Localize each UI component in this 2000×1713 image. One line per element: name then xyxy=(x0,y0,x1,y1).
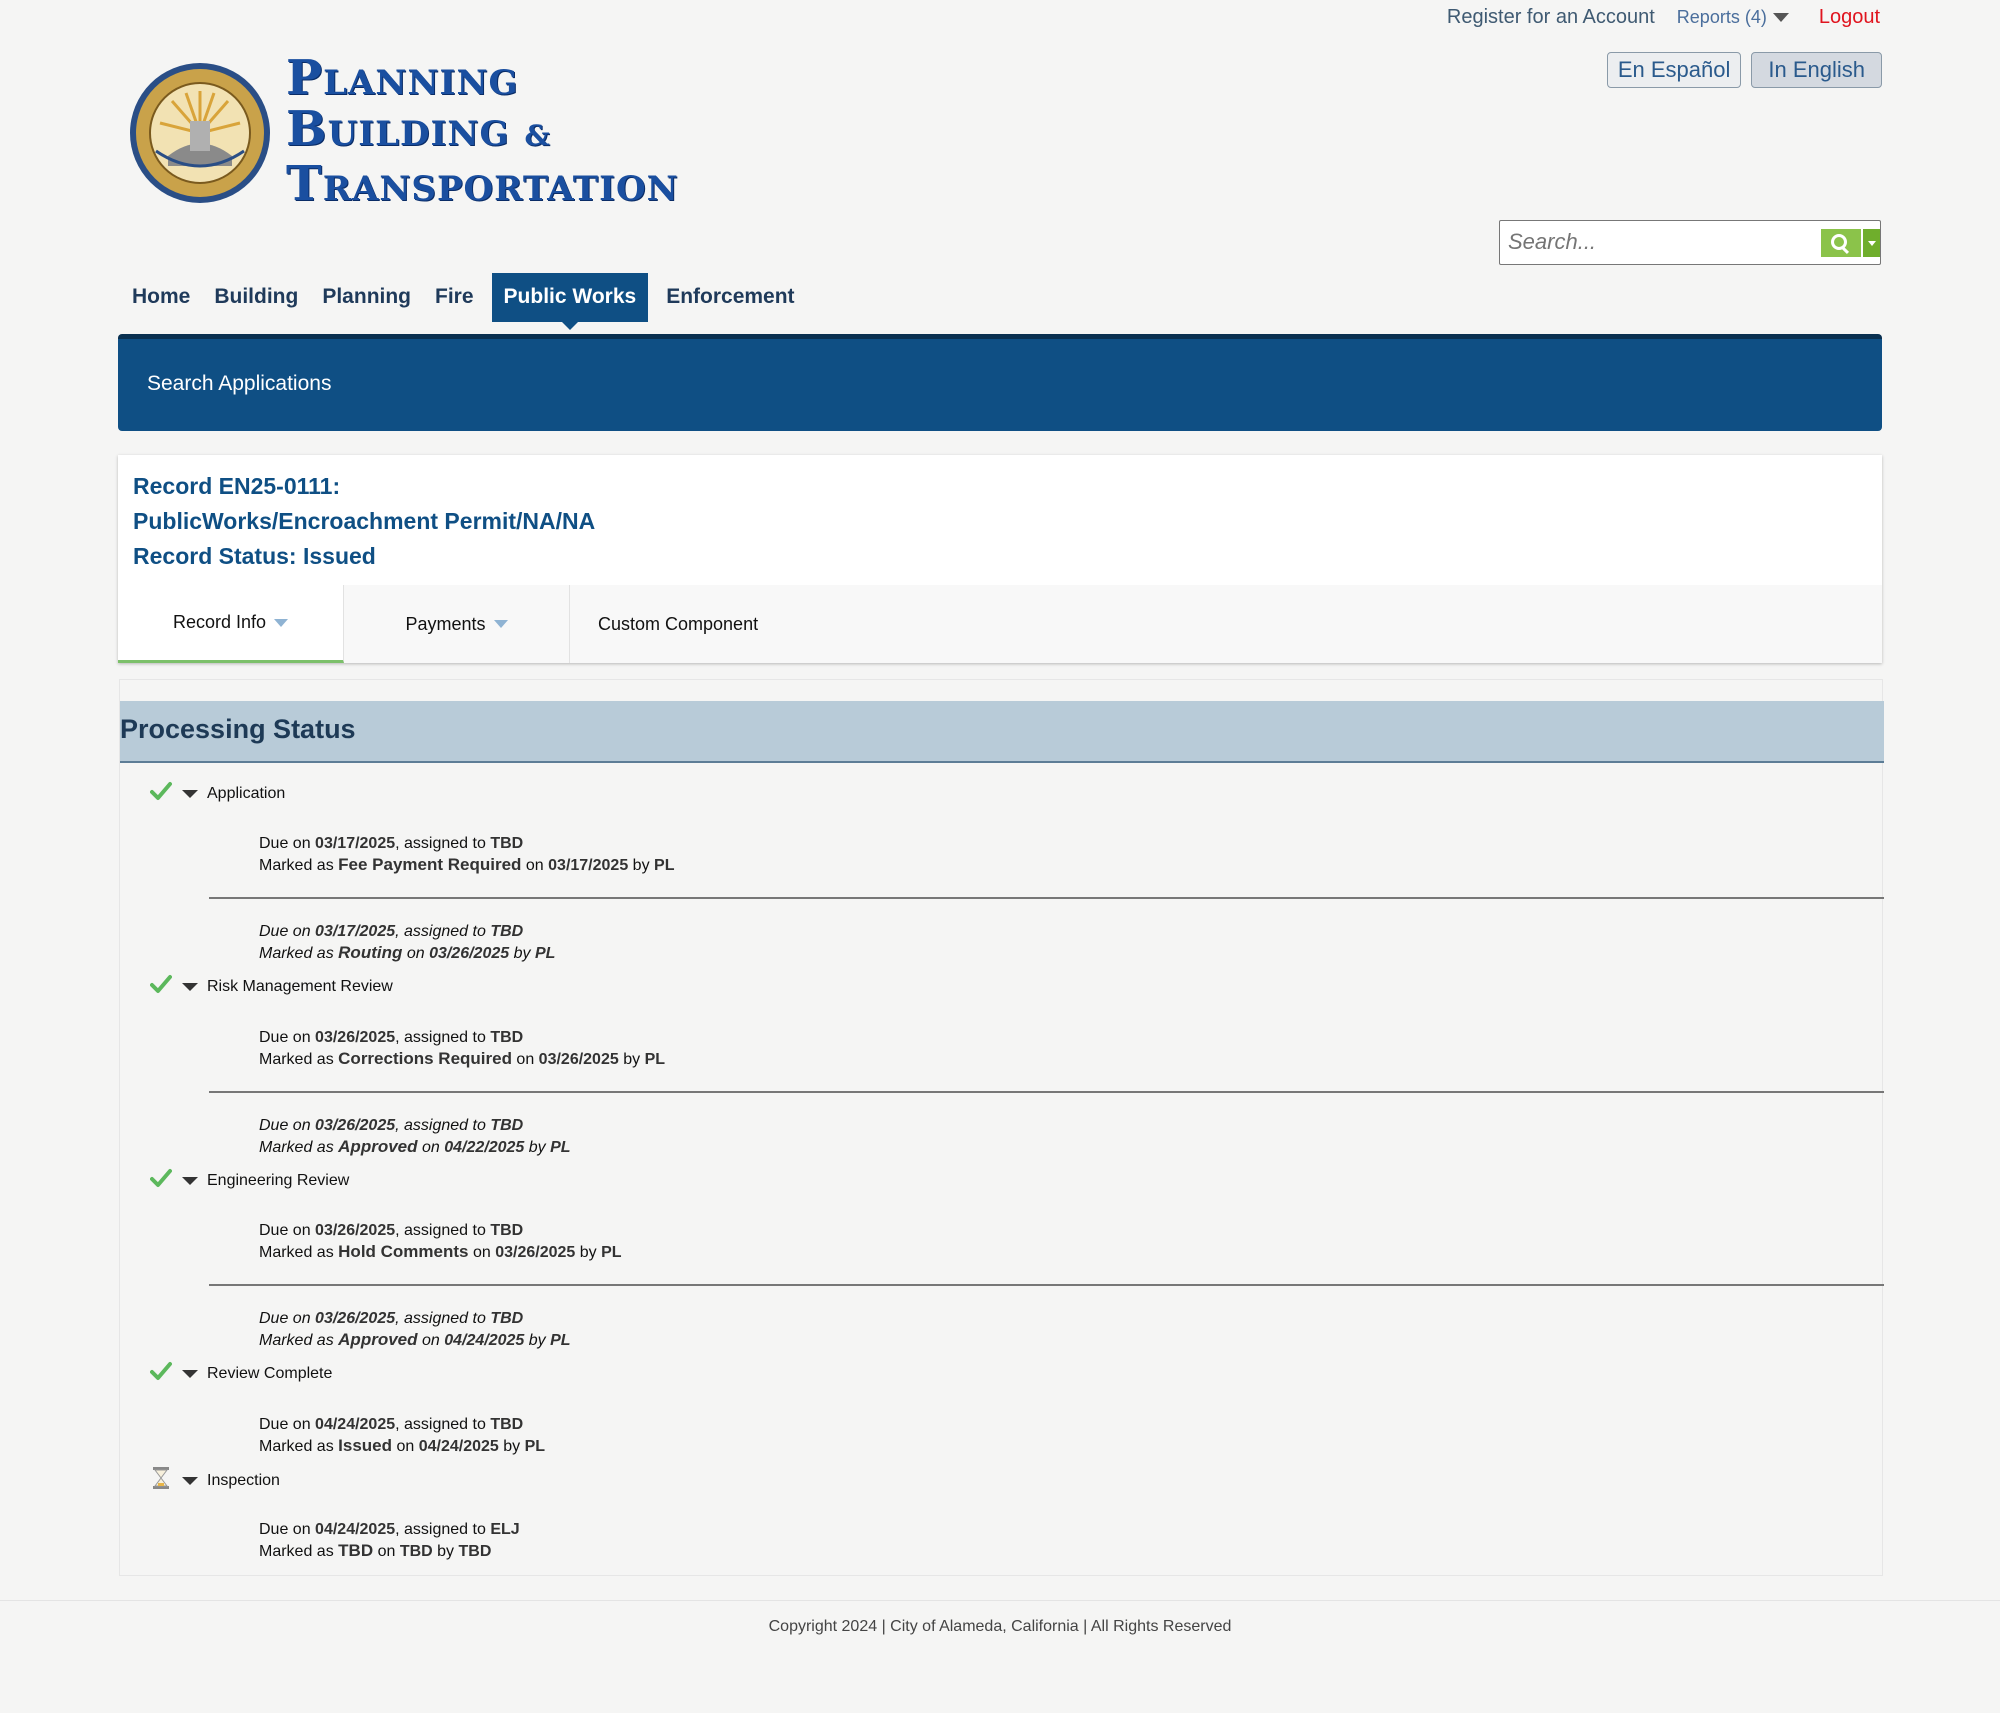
chevron-down-icon xyxy=(1773,13,1789,22)
expand-triangle-icon[interactable] xyxy=(182,1177,198,1185)
search-input[interactable] xyxy=(1500,221,1800,262)
nav-enforcement[interactable]: Enforcement xyxy=(666,285,795,308)
search-button[interactable] xyxy=(1821,229,1861,257)
task-header[interactable] xyxy=(150,1466,280,1495)
chevron-down-icon xyxy=(494,620,508,628)
nav-planning[interactable]: Planning xyxy=(322,285,412,308)
search-options-dropdown[interactable] xyxy=(1863,229,1880,257)
nav-public-works[interactable]: Public Works xyxy=(492,273,649,322)
task-current-entry: Due on 04/24/2025, assigned to TBD Marked as Issued on 04/24/2025 by PL xyxy=(259,1416,546,1455)
logo-line-3: Transportation xyxy=(286,156,679,212)
processing-status-header xyxy=(120,701,1884,763)
language-switch xyxy=(1607,52,1882,88)
footer xyxy=(0,1600,2000,1713)
record-header xyxy=(118,455,1882,663)
register-link[interactable]: Register for an Account xyxy=(1446,6,1655,28)
copyright-text: Copyright 2024 | City of Alameda, California | All Rights Reserved xyxy=(768,1618,1232,1635)
logo-line-1: Planning xyxy=(286,50,519,106)
record-tabs xyxy=(118,585,1882,663)
checkmark-icon xyxy=(150,780,172,807)
task-history-entry: Due on 03/17/2025, assigned to TBD Marked as Routing on 03/26/2025 by PL xyxy=(259,923,556,962)
task-current-entry: Due on 03/17/2025, assigned to TBD Marked as Fee Payment Required on 03/17/2025 by PL xyxy=(259,835,675,874)
logout-link[interactable]: Logout xyxy=(1818,6,1880,28)
task-name: Engineering Review xyxy=(207,1171,350,1189)
spanish-button[interactable]: En Español xyxy=(1607,52,1742,88)
task-current-entry: Due on 03/26/2025, assigned to TBD Marked as Hold Comments on 03/26/2025 by PL xyxy=(259,1222,622,1261)
record-status: Record Status: Issued xyxy=(133,543,376,569)
task-name: Review Complete xyxy=(207,1364,333,1382)
expand-triangle-icon[interactable] xyxy=(182,790,198,798)
record-title xyxy=(133,469,595,574)
task-name: Risk Management Review xyxy=(207,977,393,995)
tab-record-info-label: Record Info xyxy=(172,612,267,632)
top-links xyxy=(1447,6,1880,29)
task-header[interactable] xyxy=(150,973,393,1000)
task-current-entry: Due on 04/24/2025, assigned to ELJ Marked as TBD on TBD by TBD xyxy=(259,1521,520,1560)
task-current-entry: Due on 03/26/2025, assigned to TBD Marked as Corrections Required on 03/26/2025 by PL xyxy=(259,1029,666,1068)
task-name: Inspection xyxy=(207,1471,280,1489)
site-logo[interactable] xyxy=(128,50,679,212)
city-seal-icon xyxy=(128,61,272,205)
task-history-entry: Due on 03/26/2025, assigned to TBD Marked as Approved on 04/22/2025 by PL xyxy=(259,1117,571,1156)
tab-payments-label: Payments xyxy=(405,613,486,634)
logo-ampersand: & xyxy=(524,119,551,152)
checkmark-icon xyxy=(150,973,172,1000)
task-history-divider xyxy=(209,897,1884,899)
task-history-divider xyxy=(209,1091,1884,1093)
expand-triangle-icon[interactable] xyxy=(182,1370,198,1378)
tab-payments[interactable] xyxy=(344,585,570,663)
nav-fire[interactable]: Fire xyxy=(435,285,474,308)
record-number: Record EN25-0111: xyxy=(133,473,341,499)
task-header[interactable] xyxy=(150,780,285,807)
nav-building[interactable]: Building xyxy=(214,285,299,308)
reports-label: Reports (4) xyxy=(1676,7,1767,27)
processing-status-panel xyxy=(119,679,1883,1576)
hourglass-icon xyxy=(150,1466,172,1495)
task-header[interactable] xyxy=(150,1360,332,1387)
sub-nav-banner xyxy=(118,334,1882,431)
global-search xyxy=(1499,220,1881,265)
english-button[interactable]: In English xyxy=(1751,52,1882,88)
task-history-entry: Due on 03/26/2025, assigned to TBD Marked as Approved on 04/24/2025 by PL xyxy=(259,1310,571,1349)
logo-wordmark xyxy=(286,50,679,212)
reports-menu[interactable] xyxy=(1677,7,1789,28)
task-history-divider xyxy=(209,1284,1884,1286)
nav-home[interactable]: Home xyxy=(132,285,191,308)
chevron-down-icon xyxy=(274,619,288,627)
processing-status-title: Processing Status xyxy=(120,714,356,744)
expand-triangle-icon[interactable] xyxy=(182,983,198,991)
tab-custom-component[interactable] xyxy=(570,585,800,663)
search-applications-link[interactable]: Search Applications xyxy=(147,372,332,395)
expand-triangle-icon[interactable] xyxy=(182,1477,198,1485)
task-name: Application xyxy=(207,784,286,802)
task-header[interactable] xyxy=(150,1167,349,1194)
checkmark-icon xyxy=(150,1360,172,1387)
tab-record-info[interactable] xyxy=(118,585,344,663)
main-nav xyxy=(120,273,807,322)
tab-custom-component-label: Custom Component xyxy=(598,613,759,634)
record-type: PublicWorks/Encroachment Permit/NA/NA xyxy=(133,508,596,534)
checkmark-icon xyxy=(150,1167,172,1194)
logo-line-2: Building xyxy=(286,101,510,157)
